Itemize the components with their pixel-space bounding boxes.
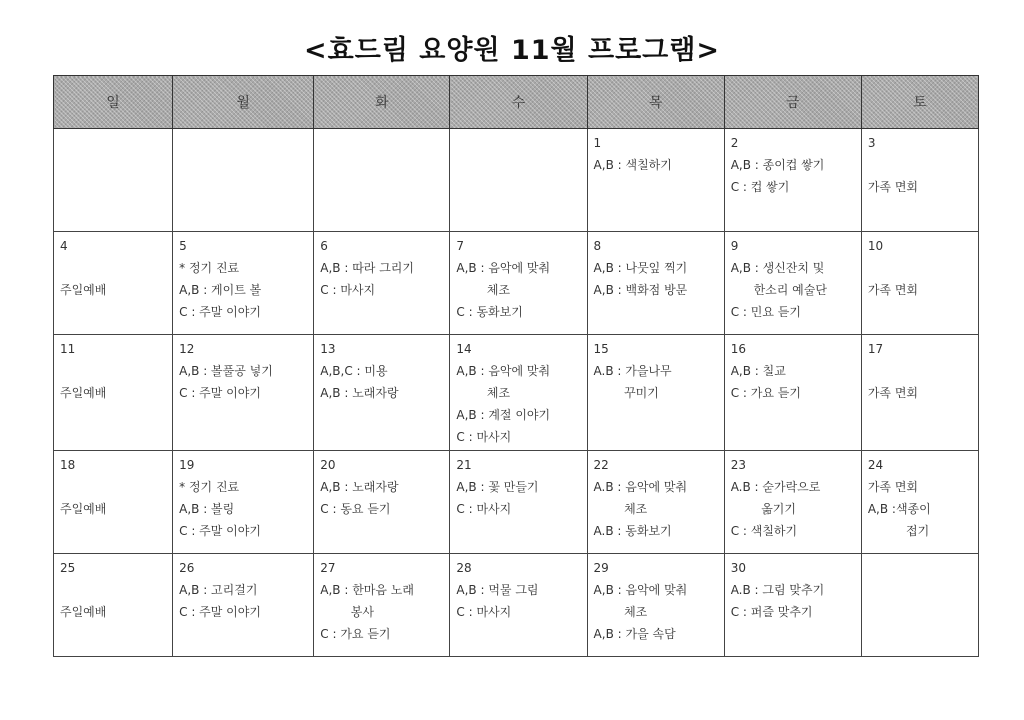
program-entry: 주일예배 [60, 605, 107, 619]
program-entry: A,B : 꽃 만들기 [456, 480, 539, 494]
program-entry: 체조 [456, 386, 511, 400]
program-entry: 가족 면회 [867, 480, 919, 494]
weekday-header-sat: 토 [861, 76, 978, 129]
program-entry [868, 257, 972, 279]
day-cell [587, 129, 724, 232]
program-entry: A,B : 따라 그리기 [320, 261, 414, 275]
day-number [320, 132, 443, 154]
day-cell [450, 451, 587, 554]
weekday-header-sun: 일 [54, 76, 173, 129]
program-entry [60, 360, 166, 382]
day-number: 12 [179, 342, 195, 356]
program-entry: C : 마사지 [456, 605, 512, 619]
day-number: 3 [867, 136, 876, 150]
day-cell [54, 129, 173, 232]
program-entry: C : 주말 이야기 [179, 605, 261, 619]
program-entry: C : 마사지 [456, 430, 512, 444]
day-cell [173, 554, 314, 657]
week-row [54, 451, 979, 554]
day-number: 22 [593, 458, 609, 472]
day-number: 1 [593, 136, 602, 150]
program-entry: 가족 면회 [867, 283, 919, 297]
weekday-header-fri: 금 [724, 76, 861, 129]
program-entry: A.B : 그림 맞추기 [730, 583, 825, 597]
day-cell [861, 554, 978, 657]
program-entry: A,B : 고리걸기 [179, 583, 258, 597]
program-entry: 접기 [867, 524, 930, 538]
day-cell [861, 451, 978, 554]
day-cell [724, 554, 861, 657]
program-entry: A,B : 음악에 맞춰 [456, 364, 551, 378]
day-cell [724, 232, 861, 335]
program-entry: C : 마사지 [456, 502, 512, 516]
day-number: 10 [867, 239, 884, 253]
program-entry: A,B : 칠교 [730, 364, 786, 378]
day-cell [450, 232, 587, 335]
day-cell [450, 129, 587, 232]
program-entry: A,B : 계절 이야기 [456, 408, 551, 422]
program-entry [60, 257, 166, 279]
day-cell [587, 335, 724, 451]
program-entry: * 정기 진료 [179, 261, 240, 275]
day-cell [724, 335, 861, 451]
day-number: 16 [730, 342, 746, 356]
day-number: 6 [320, 239, 328, 253]
program-entry: A,B : 볼풀공 넣기 [179, 364, 273, 378]
day-cell [314, 335, 450, 451]
day-number: 19 [179, 458, 195, 472]
program-entry: C : 컵 쌓기 [730, 180, 790, 194]
week-row [54, 232, 979, 335]
day-number: 2 [730, 136, 739, 150]
day-cell [450, 335, 587, 451]
day-cell [450, 554, 587, 657]
program-entry: C : 주말 이야기 [179, 524, 261, 538]
program-entry: 주일예배 [60, 283, 107, 297]
day-number: 9 [730, 239, 739, 253]
day-cell [861, 335, 978, 451]
day-cell [314, 554, 450, 657]
day-cell [724, 129, 861, 232]
program-entry: A,B : 종이컵 쌓기 [730, 158, 825, 172]
day-number: 27 [320, 561, 336, 575]
program-entry: * 정기 진료 [179, 480, 240, 494]
calendar-table [53, 75, 979, 657]
day-cell [724, 451, 861, 554]
day-cell [314, 232, 450, 335]
day-number: 11 [60, 342, 76, 356]
day-number: 25 [60, 561, 76, 575]
day-number: 15 [593, 342, 609, 356]
program-entry: A,B : 먹물 그림 [456, 583, 539, 597]
day-cell [314, 451, 450, 554]
program-entry: C : 동화보기 [456, 305, 523, 319]
program-entry: C : 색칠하기 [730, 524, 798, 538]
program-entry: 꾸미기 [593, 386, 659, 400]
week-row [54, 129, 979, 232]
program-entry: 체조 [456, 283, 511, 297]
program-entry: A,B : 색칠하기 [593, 158, 672, 172]
day-number: 21 [456, 458, 472, 472]
week-row [54, 335, 979, 451]
day-number: 23 [730, 458, 746, 472]
program-entry: 옮기기 [730, 502, 796, 516]
day-number: 28 [456, 561, 472, 575]
week-row [54, 554, 979, 657]
day-cell [173, 232, 314, 335]
program-entry: C : 가요 듣기 [730, 386, 801, 400]
program-entry: A,B : 게이트 볼 [179, 283, 262, 297]
program-entry: A.B : 숟가락으로 [730, 480, 821, 494]
program-entry: 체조 [593, 605, 648, 619]
program-entry: C : 주말 이야기 [179, 386, 261, 400]
program-entry: C : 가요 듣기 [320, 627, 391, 641]
day-number: 8 [593, 239, 602, 253]
day-number [60, 132, 166, 154]
program-entry: A,B : 나뭇잎 찍기 [593, 261, 688, 275]
program-entry: 봉사 [320, 605, 374, 619]
day-cell [54, 335, 173, 451]
program-entry: A,B,C : 미용 [320, 364, 388, 378]
program-entry: A,B : 노래자랑 [320, 480, 399, 494]
day-cell [173, 335, 314, 451]
day-cell [54, 554, 173, 657]
weekday-header-wed: 수 [450, 76, 587, 129]
program-entry: 가족 면회 [867, 386, 919, 400]
program-entry: A,B : 가을 속담 [593, 627, 676, 641]
day-number: 29 [593, 561, 609, 575]
program-entry: C : 마사지 [320, 283, 376, 297]
day-number: 26 [179, 561, 195, 575]
day-number [868, 557, 972, 579]
day-number: 5 [179, 239, 187, 253]
weekday-header-thu: 목 [587, 76, 724, 129]
program-entry [868, 154, 972, 176]
day-number [179, 132, 307, 154]
program-entry: A.B : 동화보기 [593, 524, 672, 538]
program-entry [60, 579, 166, 601]
day-number: 14 [456, 342, 472, 356]
day-number: 18 [60, 458, 76, 472]
day-number: 20 [320, 458, 336, 472]
day-cell [861, 232, 978, 335]
day-number: 17 [867, 342, 884, 356]
program-entry: A,B : 생신잔치 및 [730, 261, 825, 275]
weekday-header-mon: 월 [173, 76, 314, 129]
weekday-header-row [54, 76, 979, 129]
program-entry: 가족 면회 [867, 180, 919, 194]
day-number [456, 132, 580, 154]
program-entry: A,B : 음악에 맞춰 [593, 583, 688, 597]
day-cell [173, 451, 314, 554]
day-cell [587, 232, 724, 335]
day-number: 24 [867, 458, 884, 472]
program-entry: A,B : 볼링 [179, 502, 235, 516]
program-entry: 한소리 예술단 [730, 283, 827, 297]
program-entry: A,B : 노래자랑 [320, 386, 399, 400]
day-cell [54, 232, 173, 335]
program-entry: C : 동요 듣기 [320, 502, 391, 516]
program-entry: C : 주말 이야기 [179, 305, 261, 319]
day-cell [587, 554, 724, 657]
program-entry: A.B : 음악에 맞춰 [593, 480, 688, 494]
program-entry: 체조 [593, 502, 648, 516]
program-entry [868, 360, 972, 382]
program-entry: A,B :색종이 [867, 502, 931, 516]
day-number: 4 [60, 239, 68, 253]
program-entry: C : 민요 듣기 [730, 305, 801, 319]
day-cell [314, 129, 450, 232]
day-cell [587, 451, 724, 554]
day-number: 30 [730, 561, 746, 575]
program-entry: A.B : 가을나무 [593, 364, 672, 378]
program-entry: 주일예배 [60, 502, 107, 516]
weekday-header-tue: 화 [314, 76, 450, 129]
program-entry [60, 476, 166, 498]
program-entry: A,B : 백화점 방문 [593, 283, 688, 297]
program-entry: 주일예배 [60, 386, 107, 400]
program-entry: A,B : 음악에 맞춰 [456, 261, 551, 275]
day-cell [54, 451, 173, 554]
day-cell [173, 129, 314, 232]
day-cell [861, 129, 978, 232]
page-title: <효드림 요양원 11월 프로그램> [304, 35, 720, 66]
program-entry: C : 퍼즐 맞추기 [730, 605, 813, 619]
day-number: 13 [320, 342, 336, 356]
program-entry: A,B : 한마음 노래 [320, 583, 414, 597]
day-number: 7 [456, 239, 465, 253]
